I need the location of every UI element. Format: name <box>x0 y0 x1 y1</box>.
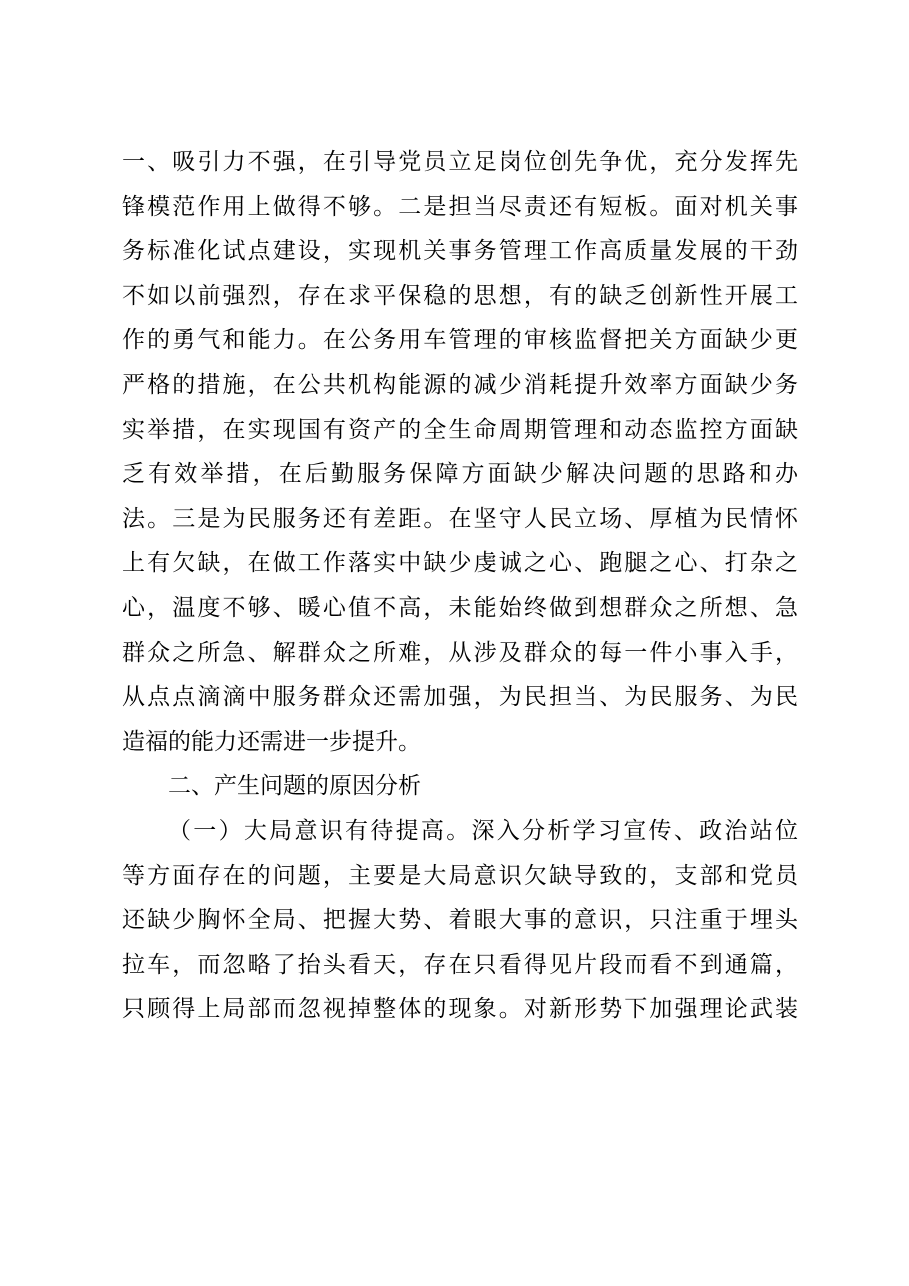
text-line: 乏有效举措，在后勤服务保障方面缺少解决问题的思路和办 <box>122 461 798 488</box>
text-line: 只顾得上局部而忽视掉整体的现象。对新形势下加强理论武装 <box>122 996 798 1023</box>
text-line: 还缺少胸怀全局、把握大势、着眼大事的意识，只注重于埋头 <box>122 907 798 934</box>
text-line: 实举措，在实现国有资产的全生命周期管理和动态监控方面缺 <box>122 416 798 443</box>
text-line: 不如以前强烈，存在求平保稳的思想，有的缺乏创新性开展工 <box>122 282 798 309</box>
text-line: 锋模范作用上做得不够。二是担当尽责还有短板。面对机关事 <box>122 193 798 220</box>
text-line: 上有欠缺，在做工作落实中缺少虔诚之心、跑腿之心、打杂之 <box>122 550 798 577</box>
text-line: 一、吸引力不强，在引导党员立足岗位创先争优，充分发挥先 <box>122 149 798 175</box>
text-line: 拉车，而忽略了抬头看天，存在只看得见片段而看不到通篇， <box>122 951 798 978</box>
text-line: 从点点滴滴中服务群众还需加强，为民担当、为民服务、为民 <box>122 684 798 711</box>
text-line: 作的勇气和能力。在公务用车管理的审核监督把关方面缺少更 <box>122 327 798 354</box>
text-line: 法。三是为民服务还有差距。在坚守人民立场、厚植为民情怀 <box>122 505 798 532</box>
paragraph-end-line: 造福的能力还需进一步提升。 <box>122 728 421 755</box>
text-line: 群众之所急、解群众之所难，从涉及群众的每一件小事入手， <box>122 639 798 666</box>
section-heading: 二、产生问题的原因分析 <box>168 773 421 800</box>
subsection-first-line: （一）大局意识有待提高。深入分析学习宣传、政治站位 <box>168 817 798 844</box>
body-text <box>122 140 798 1032</box>
text-line: 心，温度不够、暖心值不高，未能始终做到想群众之所想、急 <box>122 594 798 621</box>
text-line: 严格的措施，在公共机构能源的减少消耗提升效率方面缺少务 <box>122 371 798 398</box>
text-line: 等方面存在的问题，主要是大局意识欠缺导致的，支部和党员 <box>122 862 798 889</box>
text-line: 务标准化试点建设，实现机关事务管理工作高质量发展的干劲 <box>122 238 798 265</box>
